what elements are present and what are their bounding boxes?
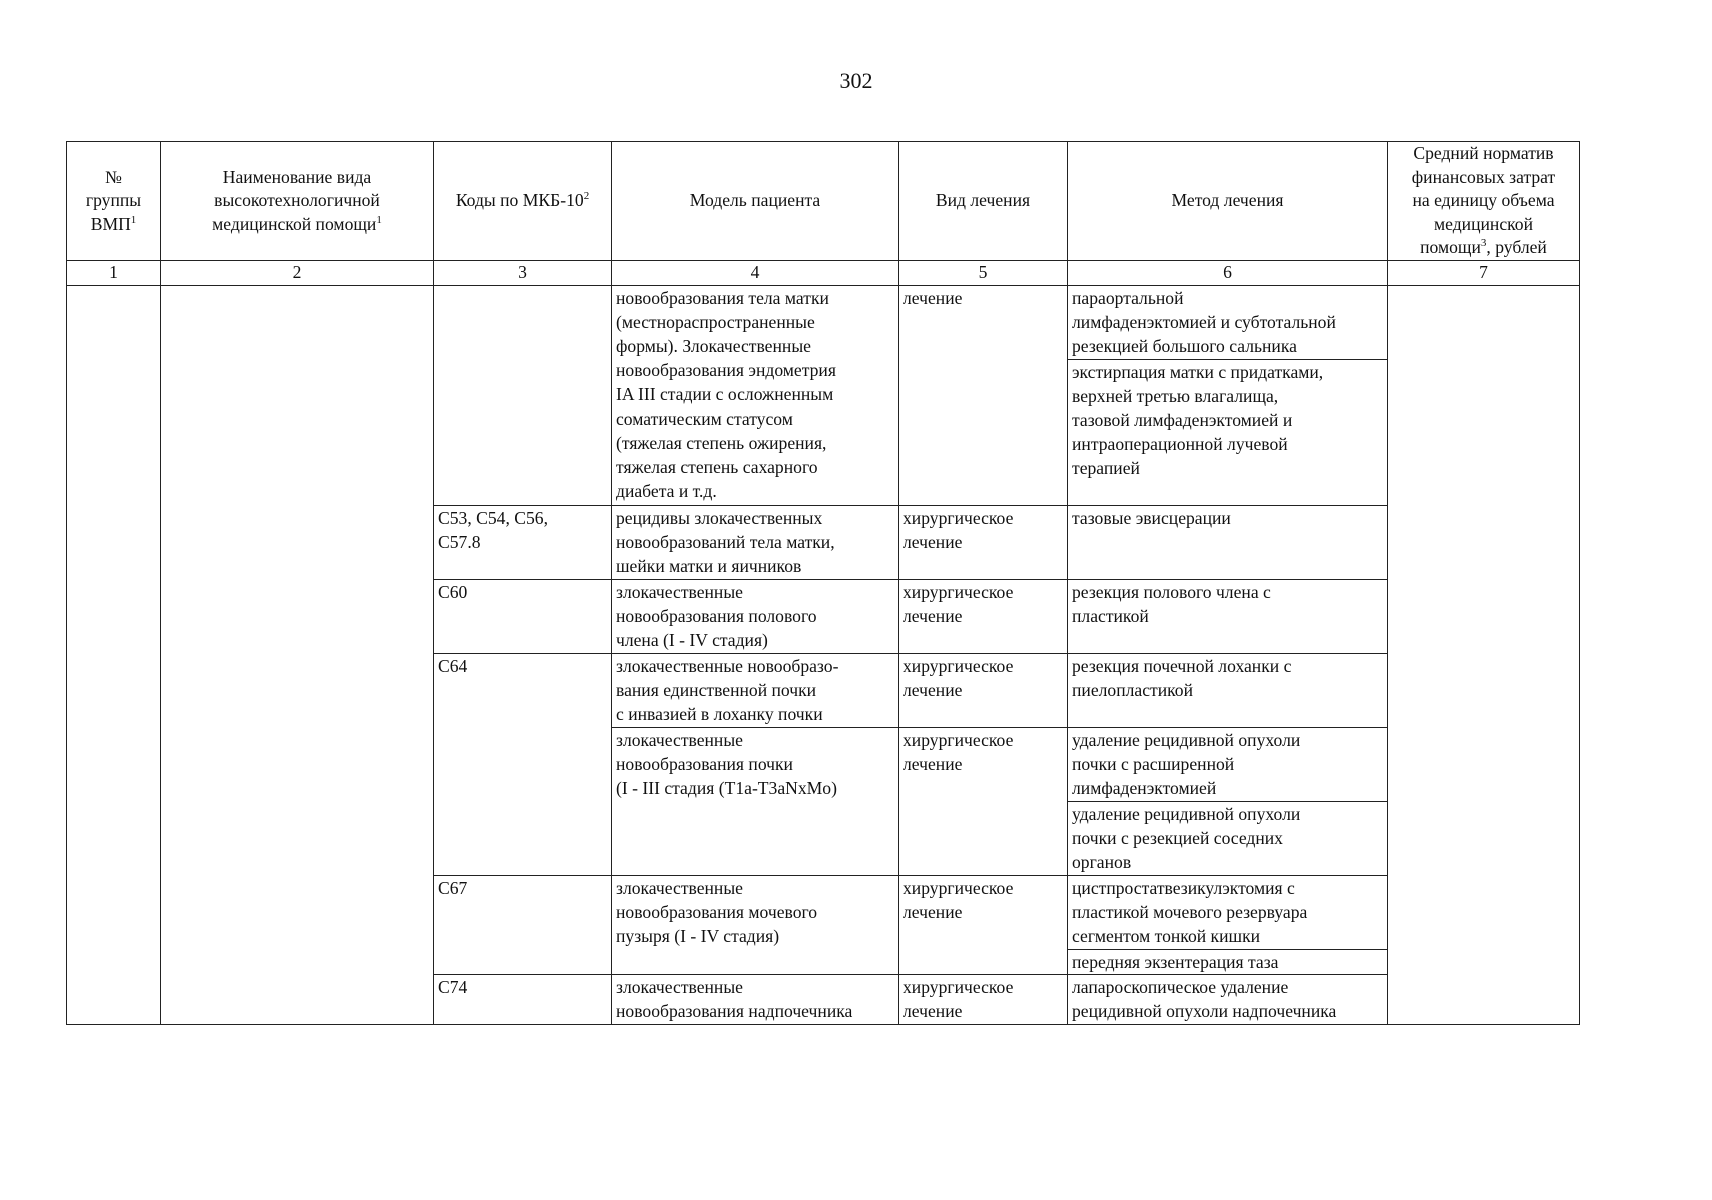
treatment-type-cell: хирургическое лечение: [899, 579, 1068, 653]
treatment-method-cell: экстирпация матки с придатками, верхней третью влагалища, тазовой лимфаденэктомией и интраоперационной лучевой терапией: [1068, 359, 1388, 505]
treatment-method-cell: тазовые эвисцерации: [1068, 505, 1388, 579]
treatment-type-cell: лечение: [899, 285, 1068, 505]
group-number-cell: [67, 285, 161, 1024]
patient-model-cell: новообразования тела матки (местнораспространенные формы). Злокачественные новообразования эндометрия IA III стадии с осложненным соматическим статусом (тяжелая степень ожирения, тяжелая степень сахарного диабета и т.д.: [612, 285, 899, 505]
treatment-type-cell: хирургическое лечение: [899, 875, 1068, 974]
page-number: 302: [839, 68, 873, 93]
column-number: 4: [612, 260, 899, 285]
treatment-method-cell: передняя экзентерация таза: [1068, 949, 1388, 974]
icd-codes-cell: C53, C54, C56, C57.8: [434, 505, 612, 579]
treatment-method-cell: удаление рецидивной опухоли почки с расширенной лимфаденэктомией: [1068, 727, 1388, 801]
column-number: 5: [899, 260, 1068, 285]
column-number: 1: [67, 260, 161, 285]
header-group-number: № группы ВМП$^1$: [67, 142, 161, 261]
column-number: 7: [1388, 260, 1580, 285]
vmp-table: [66, 141, 1580, 1025]
patient-model-cell: злокачественные новообразо- вания единственной почки с инвазией в лоханку почки: [612, 653, 899, 727]
icd-codes-cell: C64: [434, 653, 612, 875]
icd-codes-cell: C60: [434, 579, 612, 653]
treatment-method-cell: резекция полового члена с пластикой: [1068, 579, 1388, 653]
column-number: 3: [434, 260, 612, 285]
header-treatment-method: Метод лечения: [1068, 142, 1388, 261]
icd-codes-cell: [434, 285, 612, 505]
column-number: 2: [161, 260, 434, 285]
cost-standard-cell: [1388, 285, 1580, 1024]
treatment-method-cell: резекция почечной лоханки с пиелопластикой: [1068, 653, 1388, 727]
icd-codes-cell: C67: [434, 875, 612, 974]
header-cost-standard: Средний норматив финансовых затрат на единицу объема медицинской помощи$^3$, рублей: [1388, 142, 1580, 261]
patient-model-cell: злокачественные новообразования надпочечника: [612, 974, 899, 1024]
header-icd-codes: Коды по МКБ-$10^2$: [434, 142, 612, 261]
treatment-type-cell: хирургическое лечение: [899, 505, 1068, 579]
patient-model-cell: злокачественные новообразования полового члена (I - IV стадия): [612, 579, 899, 653]
treatment-type-cell: хирургическое лечение: [899, 974, 1068, 1024]
header-patient-model: Модель пациента: [612, 142, 899, 261]
table-row: [67, 285, 1580, 359]
column-number: 6: [1068, 260, 1388, 285]
treatment-method-cell: параортальной лимфаденэктомией и субтотальной резекцией большого сальника: [1068, 285, 1388, 359]
table-header-row: [67, 142, 1580, 261]
treatment-method-cell: лапароскопическое удаление рецидивной опухоли надпочечника: [1068, 974, 1388, 1024]
column-number-row: [67, 260, 1580, 285]
header-care-type: Наименование вида высокотехнологичной медицинской помощи$^1$: [161, 142, 434, 261]
treatment-method-cell: удаление рецидивной опухоли почки с резекцией соседних органов: [1068, 801, 1388, 875]
icd-codes-cell: C74: [434, 974, 612, 1024]
treatment-type-cell: хирургическое лечение: [899, 727, 1068, 875]
treatment-method-cell: цистпростатвезикулэктомия с пластикой мочевого резервуара сегментом тонкой кишки: [1068, 875, 1388, 949]
header-treatment-type: Вид лечения: [899, 142, 1068, 261]
patient-model-cell: рецидивы злокачественных новообразований тела матки, шейки матки и яичников: [612, 505, 899, 579]
care-type-cell: [161, 285, 434, 1024]
patient-model-cell: злокачественные новообразования мочевого пузыря (I - IV стадия): [612, 875, 899, 974]
patient-model-cell: злокачественные новообразования почки (I - III стадия (T1a-T3aNxMo): [612, 727, 899, 875]
treatment-type-cell: хирургическое лечение: [899, 653, 1068, 727]
